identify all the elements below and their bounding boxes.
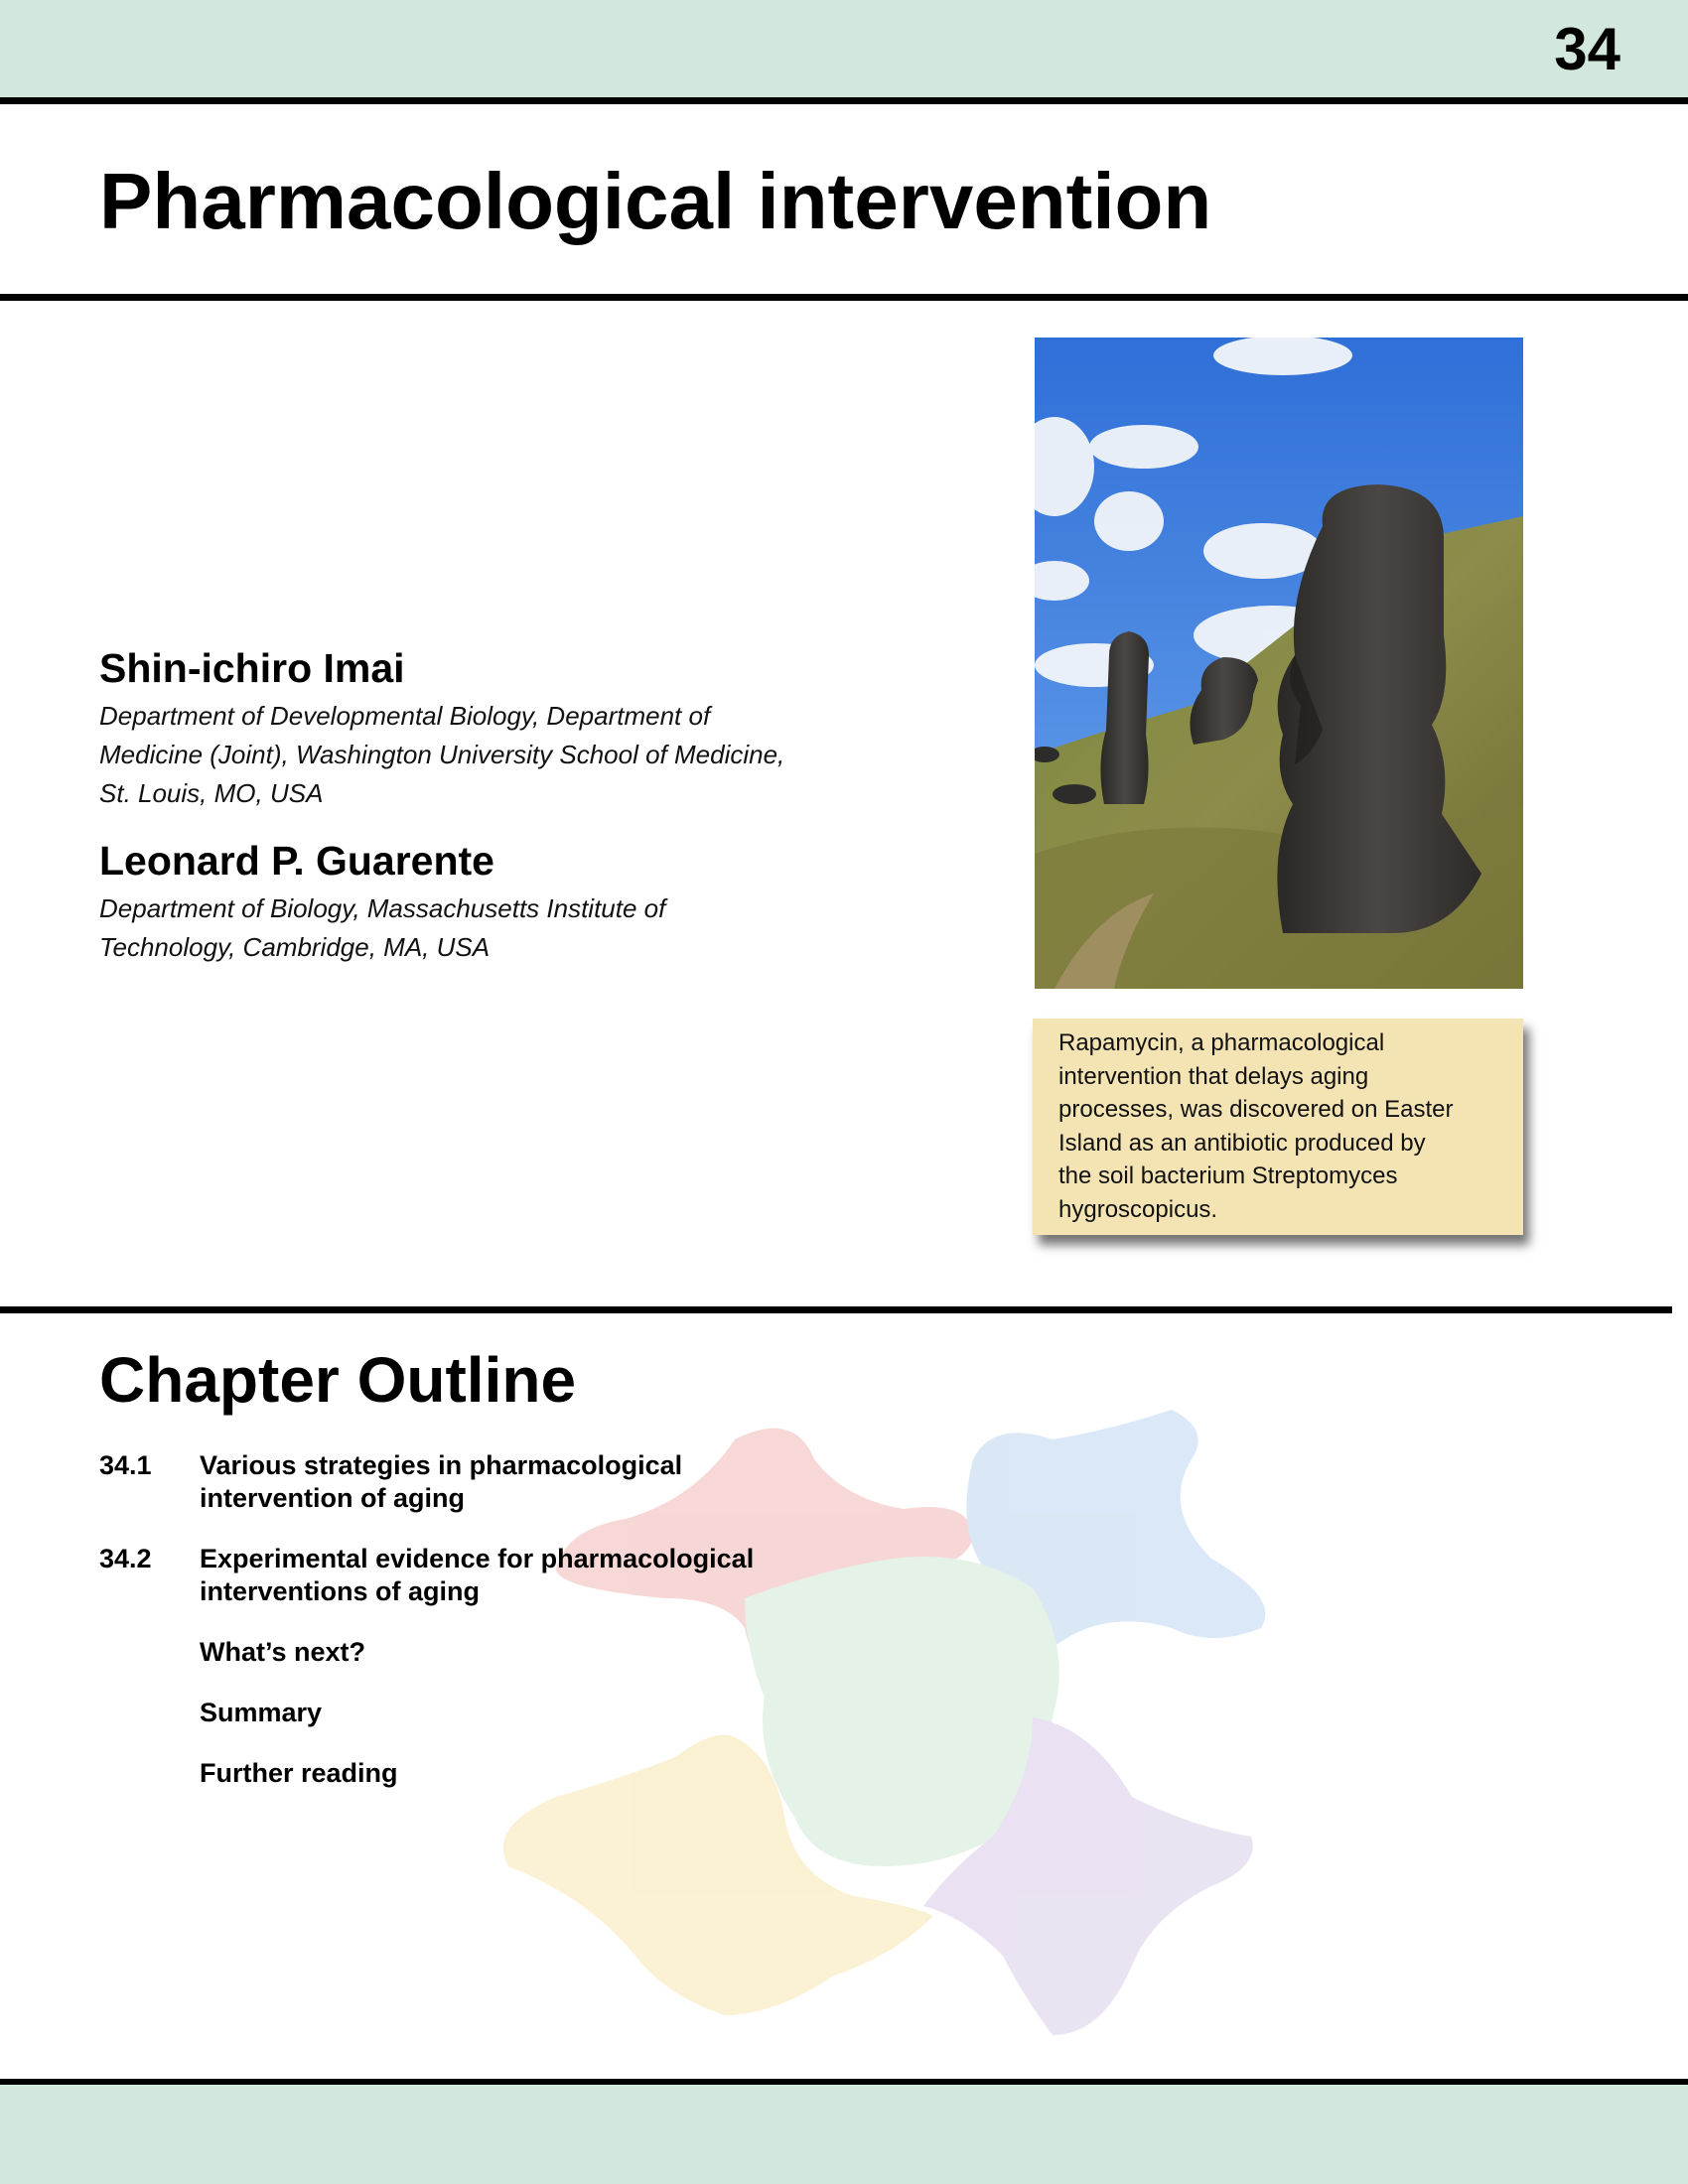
outline-item-whats-next[interactable] <box>99 1636 894 1669</box>
caption-line: Island as an antibiotic produced by <box>1058 1129 1426 1157</box>
caption-line: processes, was discovered on Easter <box>1058 1096 1454 1123</box>
chapter-outline-heading: Chapter Outline <box>99 1344 577 1416</box>
outline-item-further-reading[interactable] <box>99 1757 894 1790</box>
author-affiliation <box>99 697 874 813</box>
affiliation-line: Medicine (Joint), Washington University School of Medicine, <box>99 740 785 769</box>
outline-item-line: Various strategies in pharmacological <box>200 1450 683 1480</box>
photo-caption-box <box>1033 1019 1523 1235</box>
author-name: Leonard P. Guarente <box>99 838 494 884</box>
chapter-number: 34 <box>1554 16 1620 82</box>
caption-line: the soil bacterium Streptomyces <box>1058 1162 1398 1189</box>
affiliation-line: Department of Biology, Massachusetts Institute of <box>99 893 666 923</box>
affiliation-line: St. Louis, MO, USA <box>99 778 324 808</box>
outline-item-34-2[interactable] <box>99 1543 894 1608</box>
affiliation-line: Technology, Cambridge, MA, USA <box>99 932 491 962</box>
author-block-2 <box>99 836 874 967</box>
title-rule <box>0 294 1688 301</box>
outline-item-34-1[interactable] <box>99 1449 894 1515</box>
caption-line: intervention that delays aging <box>1058 1062 1369 1090</box>
outline-item-line: intervention of aging <box>200 1483 465 1513</box>
affiliation-line: Department of Developmental Biology, Department of <box>99 701 711 731</box>
moai-photo <box>1035 338 1523 989</box>
caption-line: hygroscopicus. <box>1058 1195 1218 1223</box>
caption-line: Rapamycin, a pharmacological <box>1058 1029 1385 1056</box>
author-block-1 <box>99 643 874 813</box>
author-name: Shin-ichiro Imai <box>99 645 405 691</box>
outline-item-title <box>200 1449 894 1515</box>
outline-item-number: 34.1 <box>99 1450 152 1480</box>
caption-text <box>1058 1026 1493 1226</box>
outline-item-line: Experimental evidence for pharmacological <box>200 1544 755 1573</box>
chapter-title: Pharmacological intervention <box>99 157 1212 245</box>
outline-rule <box>0 1306 1672 1313</box>
top-rule <box>0 97 1688 104</box>
outline-item-title: What’s next? <box>200 1637 366 1667</box>
top-color-band <box>0 0 1688 99</box>
outline-item-line: interventions of aging <box>200 1576 481 1606</box>
outline-item-title: Summary <box>200 1698 323 1727</box>
bottom-color-band <box>0 2085 1688 2184</box>
author-affiliation <box>99 889 874 967</box>
outline-item-title <box>200 1543 894 1608</box>
chapter-outline-list <box>99 1449 894 1818</box>
outline-item-summary[interactable] <box>99 1697 894 1729</box>
outline-item-title: Further reading <box>200 1758 398 1788</box>
outline-item-number: 34.2 <box>99 1544 152 1573</box>
